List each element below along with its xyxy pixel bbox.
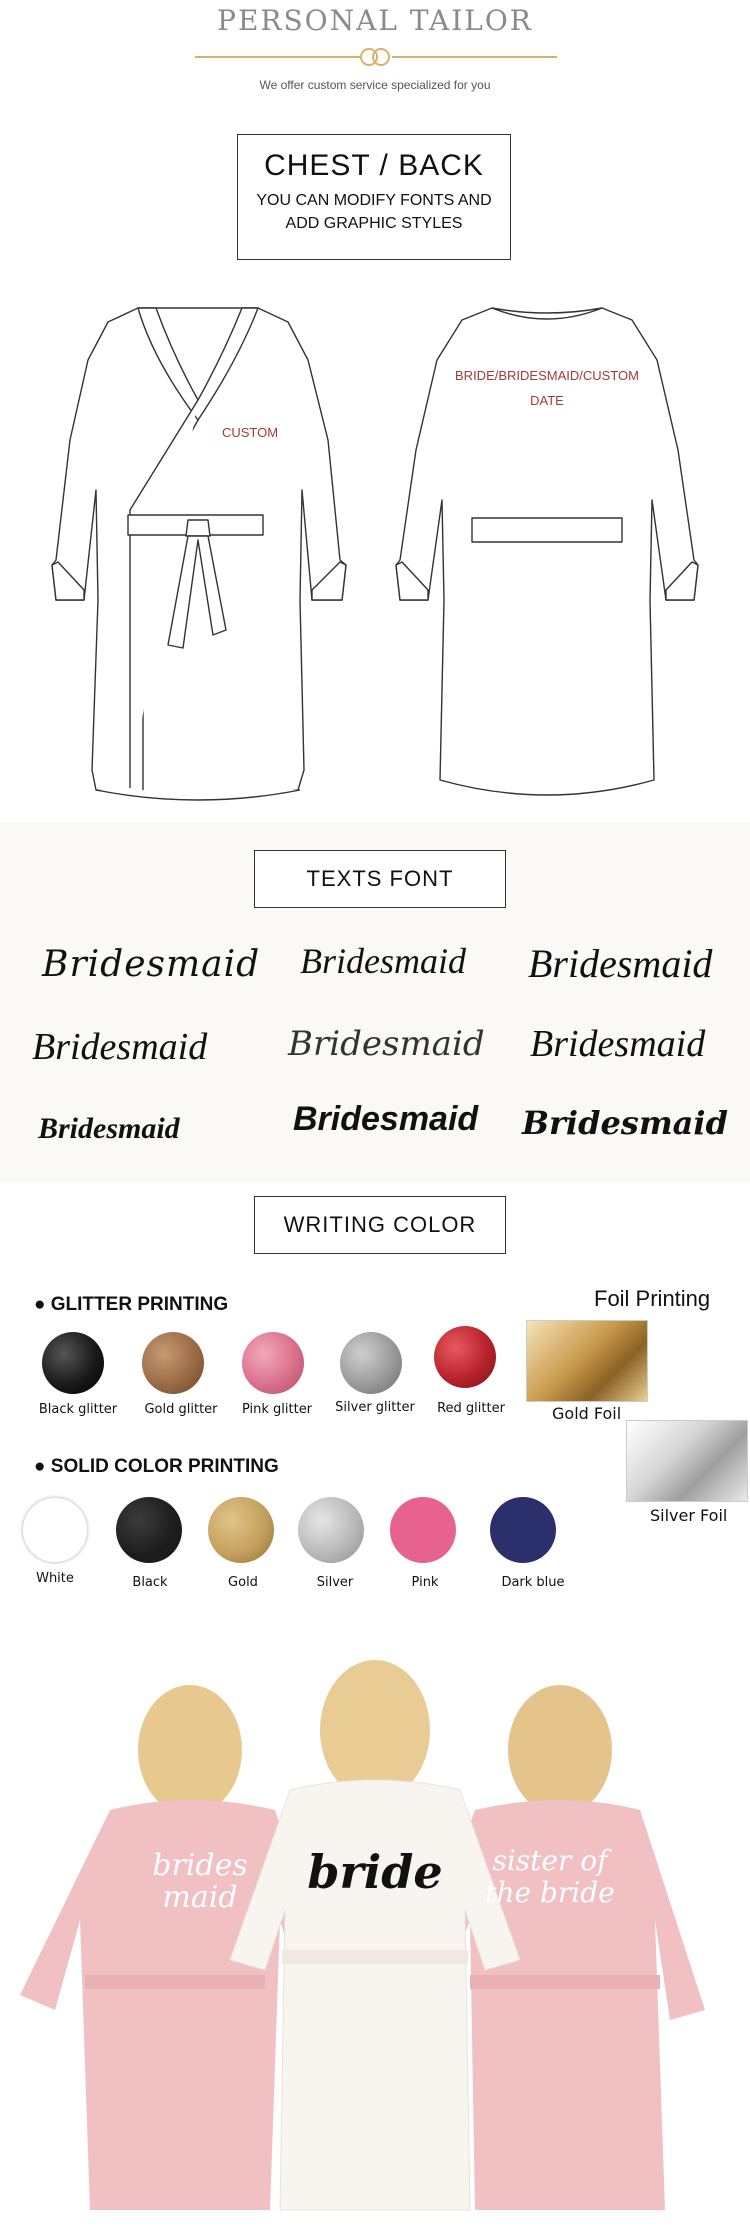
rings-icon <box>356 46 396 68</box>
swatch-pink <box>390 1497 456 1563</box>
font-sample-3: Bridesmaid <box>528 941 713 986</box>
foil-printing-title: Foil Printing <box>594 1286 711 1311</box>
silver-foil-label: Silver Foil <box>650 1506 728 1525</box>
page-subtitle: We offer custom service specialized for you <box>259 78 491 92</box>
chest-back-line2: ADD GRAPHIC STYLES <box>285 215 463 232</box>
label-pink: Pink <box>411 1575 439 1590</box>
label-gold: Gold <box>228 1575 258 1590</box>
back-custom-label-2: DATE <box>530 393 564 408</box>
swatch-red-glitter <box>434 1326 496 1388</box>
font-sample-4: Bridesmaid <box>32 1026 208 1068</box>
page-title: PERSONAL TAILOR <box>217 4 533 37</box>
label-black-glitter: Black glitter <box>38 1402 118 1417</box>
gold-foil-image <box>526 1320 648 1402</box>
swatch-gold <box>208 1497 274 1563</box>
chest-back-line1: YOU CAN MODIFY FONTS AND <box>256 192 492 209</box>
label-silver-glitter: Silver glitter <box>335 1400 415 1415</box>
label-red-glitter: Red glitter <box>437 1401 505 1416</box>
swatch-white <box>22 1497 88 1563</box>
swatch-dark-blue <box>490 1497 556 1563</box>
texts-font-box <box>254 850 506 908</box>
right-belt <box>470 1975 660 1989</box>
font-sample-5: Bridesmaid <box>288 1024 485 1064</box>
swatch-gold-glitter <box>142 1332 204 1394</box>
swatch-black-glitter <box>42 1332 104 1394</box>
right-hair <box>508 1685 612 1815</box>
glitter-printing-title: ● GLITTER PRINTING <box>34 1294 229 1315</box>
font-sample-6: Bridesmaid <box>530 1023 706 1065</box>
font-sample-2: Bridesmaid <box>300 941 466 981</box>
robe-front-drawing <box>48 300 358 810</box>
swatch-black <box>116 1497 182 1563</box>
label-white: White <box>36 1571 74 1586</box>
chest-back-title: CHEST / BACK <box>264 149 484 182</box>
solid-printing-title: ● SOLID COLOR PRINTING <box>34 1456 279 1477</box>
font-sample-9: Bridesmaid <box>522 1104 728 1142</box>
left-hair <box>138 1685 242 1815</box>
chest-back-box <box>237 134 511 260</box>
swatch-pink-glitter <box>242 1332 304 1394</box>
font-sample-7: Bridesmaid <box>38 1112 180 1145</box>
robe-text-right: sister of the bride <box>485 1844 615 1909</box>
writing-color-box <box>254 1196 506 1254</box>
label-dark-blue: Dark blue <box>501 1575 565 1590</box>
solid-printing-label: SOLID COLOR PRINTING <box>50 1456 279 1477</box>
center-belt <box>282 1950 468 1964</box>
swatch-silver <box>298 1497 364 1563</box>
label-silver: Silver <box>316 1575 354 1590</box>
label-black: Black <box>132 1575 168 1590</box>
robe-text-center: bride <box>307 1845 443 1899</box>
robes-illustration <box>0 1620 750 2232</box>
font-sample-1: Bridesmaid <box>42 944 261 985</box>
label-pink-glitter: Pink glitter <box>241 1402 313 1417</box>
texts-font-title: TEXTS FONT <box>306 866 454 891</box>
writing-color-title: WRITING COLOR <box>283 1212 477 1237</box>
gold-foil-label: Gold Foil <box>552 1404 622 1423</box>
back-custom-label-1: BRIDE/BRIDESMAID/CUSTOM <box>455 368 639 383</box>
front-custom-label: CUSTOM <box>221 425 279 440</box>
left-belt <box>85 1975 265 1989</box>
glitter-printing-label: GLITTER PRINTING <box>50 1294 229 1315</box>
center-hair <box>320 1660 430 1800</box>
robes-photo <box>0 1620 750 2232</box>
title-divider-right <box>392 56 557 58</box>
robe-text-left: brides maid <box>152 1848 248 1915</box>
swatch-silver-glitter <box>340 1332 402 1394</box>
label-gold-glitter: Gold glitter <box>144 1402 218 1417</box>
silver-foil-image <box>626 1420 748 1502</box>
font-sample-8: Bridesmaid <box>293 1100 479 1138</box>
title-divider-left <box>195 56 360 58</box>
